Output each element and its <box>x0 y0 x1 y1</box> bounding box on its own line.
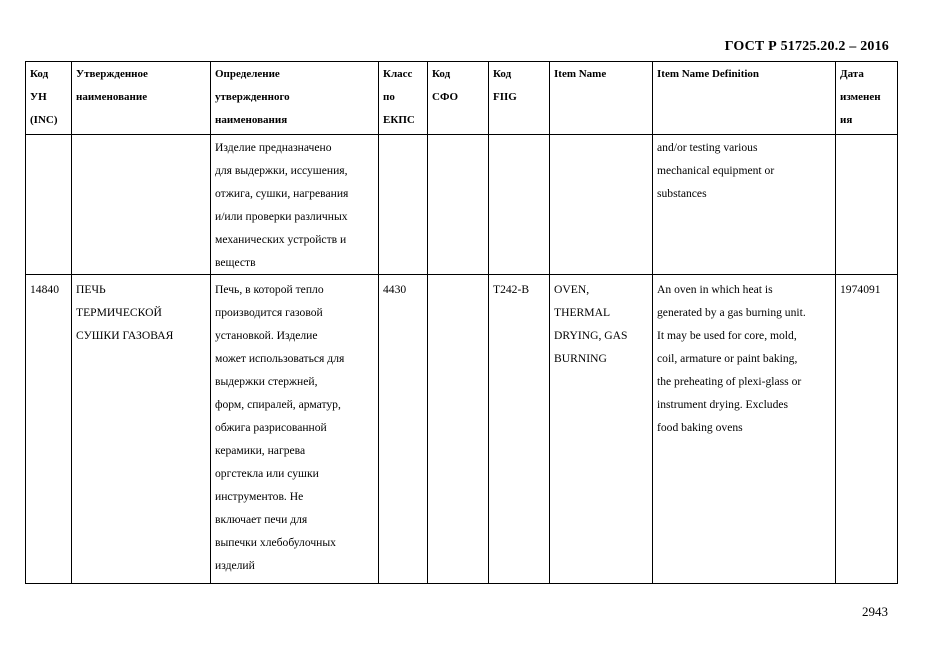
cell-text-line: coil, armature or paint baking, <box>657 352 798 365</box>
table-row <box>26 275 898 584</box>
cell-sfo <box>428 135 489 275</box>
cell-name <box>72 275 211 584</box>
cell-text-line: the preheating of plexi-glass or <box>657 375 802 388</box>
column-header-line: СФО <box>432 91 459 103</box>
column-header-line: Item Name Definition <box>657 68 760 80</box>
document-standard-header: ГОСТ Р 51725.20.2 – 2016 <box>724 39 889 54</box>
column-header-line: FIIG <box>493 91 517 103</box>
cell-text-line: generated by a gas burning unit. <box>657 306 806 319</box>
cell-item-definition <box>653 135 836 275</box>
cell-inc: 14840 <box>26 275 72 584</box>
cell-text-line: веществ <box>215 256 256 269</box>
cell-fiig: T242-B <box>489 275 550 584</box>
cell-text-line: THERMAL <box>554 306 611 319</box>
cell-text-line: DRYING, GAS <box>554 329 628 342</box>
cell-name <box>72 135 211 275</box>
cell-text-line: для выдержки, иссушения, <box>215 164 348 177</box>
column-header-inc <box>26 62 72 135</box>
column-header-line: Дата <box>840 68 864 80</box>
cell-inc <box>26 135 72 275</box>
cell-item-definition <box>653 275 836 584</box>
table-row <box>26 135 898 275</box>
column-header-line: наименования <box>215 114 288 126</box>
cell-text-line: и/или проверки различных <box>215 210 348 223</box>
cell-definition <box>211 135 379 275</box>
cell-text-line: СУШКИ ГАЗОВАЯ <box>76 329 174 342</box>
column-header-definition <box>211 62 379 135</box>
column-header-item-name <box>550 62 653 135</box>
column-header-line: Код <box>493 68 512 80</box>
cell-text-line: установкой. Изделие <box>215 329 318 342</box>
cell-item-name <box>550 275 653 584</box>
column-header-line: наименование <box>76 91 148 103</box>
cell-definition <box>211 275 379 584</box>
table-header-row <box>26 62 898 135</box>
catalog-table <box>25 61 898 584</box>
column-header-ekps <box>379 62 428 135</box>
cell-text-line: mechanical equipment or <box>657 164 775 177</box>
column-header-line: утвержденного <box>215 91 290 103</box>
cell-ekps: 4430 <box>379 275 428 584</box>
cell-date: 1974091 <box>836 275 898 584</box>
cell-text-line: instrument drying. Excludes <box>657 398 789 411</box>
column-header-line: Item Name <box>554 68 607 80</box>
cell-text-line: выдержки стержней, <box>215 375 318 388</box>
page-number: 2943 <box>862 604 888 619</box>
cell-date <box>836 135 898 275</box>
column-header-line: УН <box>30 91 47 103</box>
cell-text-line: обжига разрисованной <box>215 421 327 434</box>
cell-text-line: отжига, сушки, нагревания <box>215 187 349 200</box>
cell-text-line: включает печи для <box>215 513 308 526</box>
cell-text-line: It may be used for core, mold, <box>657 329 797 342</box>
cell-text-line: ПЕЧЬ <box>76 283 106 296</box>
column-header-line: Утвержденное <box>76 68 148 80</box>
column-header-fiig <box>489 62 550 135</box>
cell-text-line: An oven in which heat is <box>657 283 773 296</box>
column-header-line: Код <box>30 68 49 80</box>
cell-text-line: substances <box>657 187 707 200</box>
cell-text-line: может использоваться для <box>215 352 345 365</box>
cell-text-line: форм, спиралей, арматур, <box>215 398 341 411</box>
column-header-line: изменен <box>840 91 881 103</box>
column-header-name <box>72 62 211 135</box>
column-header-line: по <box>383 91 395 103</box>
cell-text-line: food baking ovens <box>657 421 743 434</box>
cell-text-line: and/or testing various <box>657 141 758 154</box>
column-header-date <box>836 62 898 135</box>
cell-text-line: ТЕРМИЧЕСКОЙ <box>76 306 162 319</box>
cell-text-line: выпечки хлебобулочных <box>215 536 336 549</box>
cell-ekps <box>379 135 428 275</box>
cell-text-line: оргстекла или сушки <box>215 467 319 480</box>
column-header-item-definition <box>653 62 836 135</box>
column-header-line: Класс <box>383 68 413 80</box>
column-header-line: (INC) <box>30 114 58 126</box>
column-header-line: Код <box>432 68 451 80</box>
cell-sfo <box>428 275 489 584</box>
column-header-line: ЕКПС <box>383 114 415 126</box>
cell-text-line: производится газовой <box>215 306 323 319</box>
cell-text-line: инструментов. Не <box>215 490 304 503</box>
cell-text-line: механических устройств и <box>215 233 347 246</box>
cell-item-name <box>550 135 653 275</box>
cell-text-line: OVEN, <box>554 283 590 296</box>
cell-text-line: Изделие предназначено <box>215 141 332 154</box>
cell-text-line: Печь, в которой тепло <box>215 283 324 296</box>
cell-text-line: BURNING <box>554 352 607 365</box>
cell-text-line: изделий <box>215 559 255 572</box>
column-header-sfo <box>428 62 489 135</box>
column-header-line: ия <box>840 114 853 126</box>
cell-text-line: керамики, нагрева <box>215 444 306 457</box>
cell-fiig <box>489 135 550 275</box>
column-header-line: Определение <box>215 68 280 80</box>
